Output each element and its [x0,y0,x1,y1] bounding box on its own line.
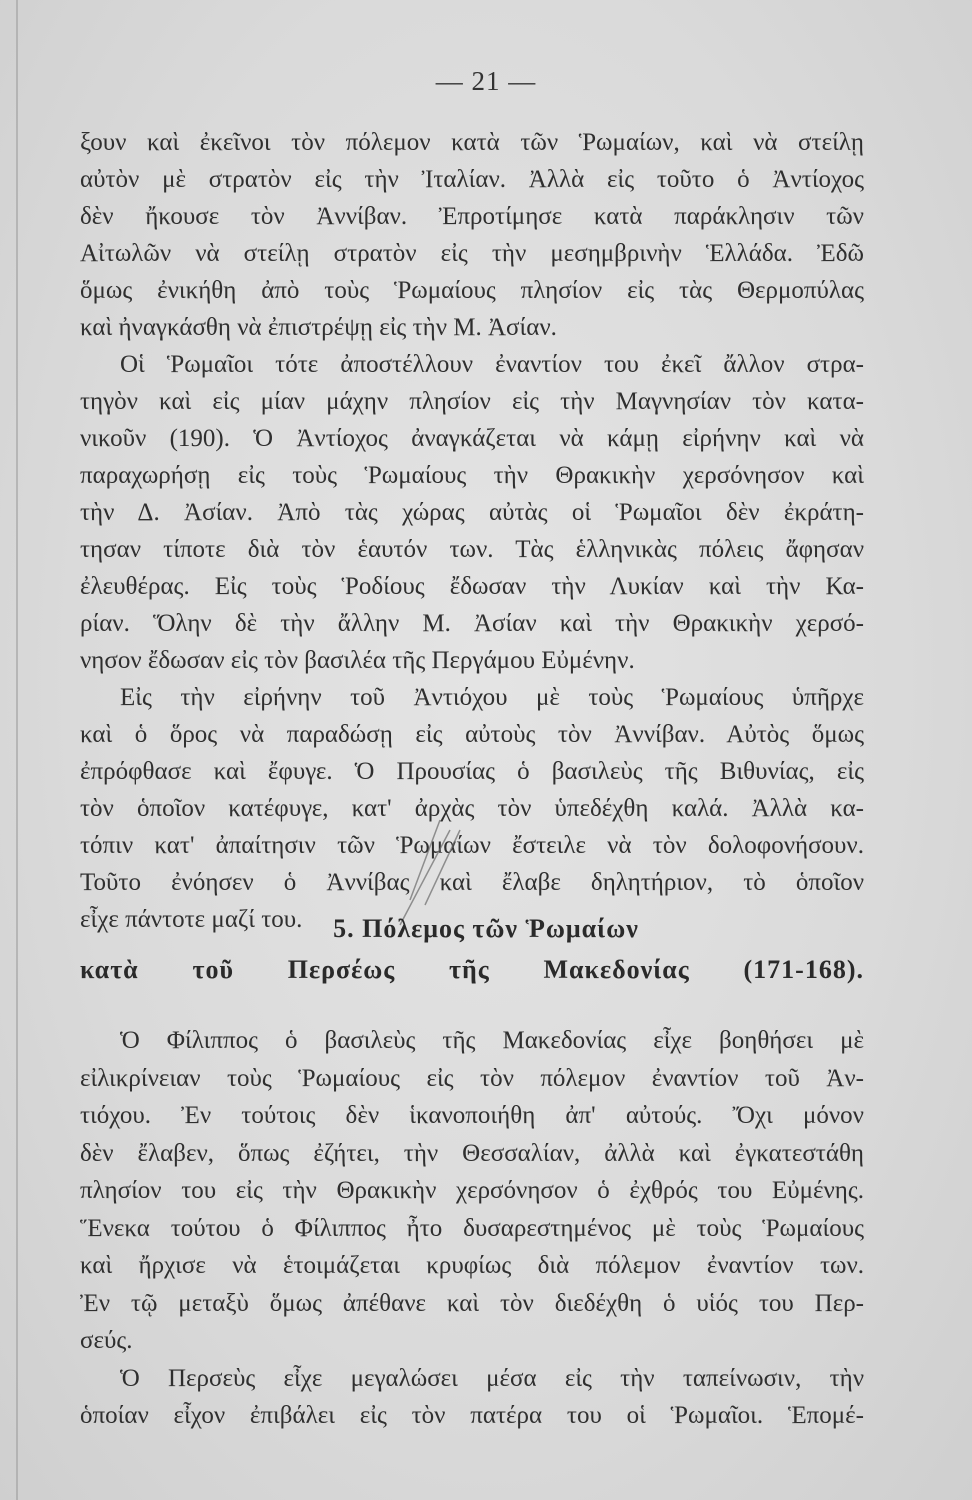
text-line: Τοῦτο ἐνόησεν ὁ Ἀννίβας καὶ ἔλαβε δηλητήριον, τὸ ὁποῖον [80,869,864,896]
text-line: δὲν ἤκουσε τὸν Ἀννίβαν. Ἐπροτίμησε κατὰ παράκλησιν τῶν [80,203,864,230]
text-line: καὶ ἠναγκάσθη νὰ ἐπιστρέψῃ εἰς τὴν Μ. Ἀσίαν. [80,314,557,341]
text-line: Ὁ Περσεὺς εἶχε μεγαλώσει μέσα εἰς τὴν ταπείνωσιν, τὴν [120,1364,864,1392]
text-line: ἐλευθέρας. Εἰς τοὺς Ῥοδίους ἔδωσαν τὴν Λυκίαν καὶ τὴν Κα- [80,573,864,600]
text-line: Ἐν τῷ μεταξὺ ὅμως ἀπέθανε καὶ τὸν διεδέχθη ὁ υἱός του Περ- [80,1289,864,1317]
text-line: δὲν ἔλαβεν, ὅπως ἐζήτει, τὴν Θεσσαλίαν, ἀλλὰ καὶ ἐγκατεστάθη [80,1139,864,1167]
text-line: νικοῦν (190). Ὁ Ἀντίοχος ἀναγκάζεται νὰ κάμῃ εἰρήνην καὶ νὰ [80,425,864,452]
text-line: ὁποίαν εἶχον ἐπιβάλει εἰς τὸν πατέρα του οἱ Ῥωμαῖοι. Ἑπομέ- [80,1402,864,1429]
page-edge-line [16,0,18,1500]
text-line: εἶχε πάντοτε μαζί του. [80,906,303,933]
body-text-section-2 [80,1022,864,1435]
text-line: τὸν ὁποῖον κατέφυγε, κατ' ἀρχὰς τὸν ὑπεδέχθη καλά. Ἀλλὰ κα- [80,795,864,822]
text-line: αὐτὸν μὲ στρατὸν εἰς τὴν Ἰταλίαν. Ἀλλὰ εἰς τοῦτο ὁ Ἀντίοχος [80,166,864,193]
text-line: τόπιν κατ' ἀπαίτησιν τῶν Ῥωμαίων ἔστειλε νὰ τὸν δολοφονήσουν. [80,832,864,859]
text-line: ὅμως ἐνικήθη ἀπὸ τοὺς Ῥωμαίους πλησίον εἰς τὰς Θερμοπύλας [80,277,864,304]
text-line: τιόχου. Ἐν τούτοις δὲν ἱκανοποιήθη ἀπ' αὐτούς. Ὄχι μόνον [80,1102,864,1129]
text-line: Ὁ Φίλιππος ὁ βασιλεὺς τῆς Μακεδονίας εἶχε βοηθήσει μὲ [120,1027,864,1054]
text-line: ξουν καὶ ἐκεῖνοι τὸν πόλεμον κατὰ τῶν Ῥωμαίων, καὶ νὰ στείλῃ [80,129,864,156]
text-line: καὶ ὁ ὅρος νὰ παραδώσῃ εἰς αὐτοὺς τὸν Ἀννίβαν. Αὐτὸς ὅμως [80,721,864,748]
text-line: εἰλικρίνειαν τοὺς Ῥωμαίους εἰς τὸν πόλεμον ἐναντίον τοῦ Ἀν- [80,1064,864,1092]
text-line: Εἰς τὴν εἰρήνην τοῦ Ἀντιόχου μὲ τοὺς Ῥωμαίους ὑπῆρχε [120,684,864,711]
text-line: τηγὸν καὶ εἰς μίαν μάχην πλησίον εἰς τὴν Μαγνησίαν τὸν κατα- [80,388,864,415]
text-line: τὴν Δ. Ἀσίαν. Ἀπὸ τὰς χώρας αὐτὰς οἱ Ῥωμαῖοι δὲν ἐκράτη- [80,499,864,526]
text-line: τησαν τίποτε διὰ τὸν ἑαυτόν των. Τὰς ἑλληνικὰς πόλεις ἄφησαν [80,536,864,563]
section-heading-line-2: κατὰ τοῦ Περσέως τῆς Μακεδονίας (171-168). [80,955,864,984]
text-line: ἐπρόφθασε καὶ ἔφυγε. Ὁ Προυσίας ὁ βασιλεὺς τῆς Βιθυνίας, εἰς [80,758,864,785]
text-line: νησον ἔδωσαν εἰς τὸν βασιλέα τῆς Περγάμου Εὐμένην. [80,647,635,674]
text-line: Οἱ Ῥωμαῖοι τότε ἀποστέλλουν ἐναντίον του ἐκεῖ ἄλλον στρα- [120,351,864,378]
section-heading-line-1: 5. Πόλεμος τῶν Ῥωμαίων [333,914,639,943]
text-line: ρίαν. Ὅλην δὲ τὴν ἄλλην Μ. Ἀσίαν καὶ τὴν Θρακικὴν χερσό- [80,610,864,637]
text-line: Ἕνεκα τούτου ὁ Φίλιππος ἦτο δυσαρεστημένος μὲ τοὺς Ῥωμαίους [80,1214,864,1242]
text-line: σεύς. [80,1327,133,1354]
text-line: πλησίον του εἰς τὴν Θρακικὴν χερσόνησον ὁ ἐχθρός του Εὐμένης. [80,1177,864,1204]
text-line: καὶ ἤρχισε νὰ ἑτοιμάζεται κρυφίως διὰ πόλεμον ἐναντίον των. [80,1252,864,1279]
page-number: — 21 — [435,66,537,96]
text-line: παραχωρήσῃ εἰς τοὺς Ῥωμαίους τὴν Θρακικὴν χερσόνησον καὶ [80,462,864,489]
text-line: Αἰτωλῶν νὰ στείλῃ στρατὸν εἰς τὴν μεσημβρινὴν Ἑλλάδα. Ἐδῶ [80,240,864,267]
